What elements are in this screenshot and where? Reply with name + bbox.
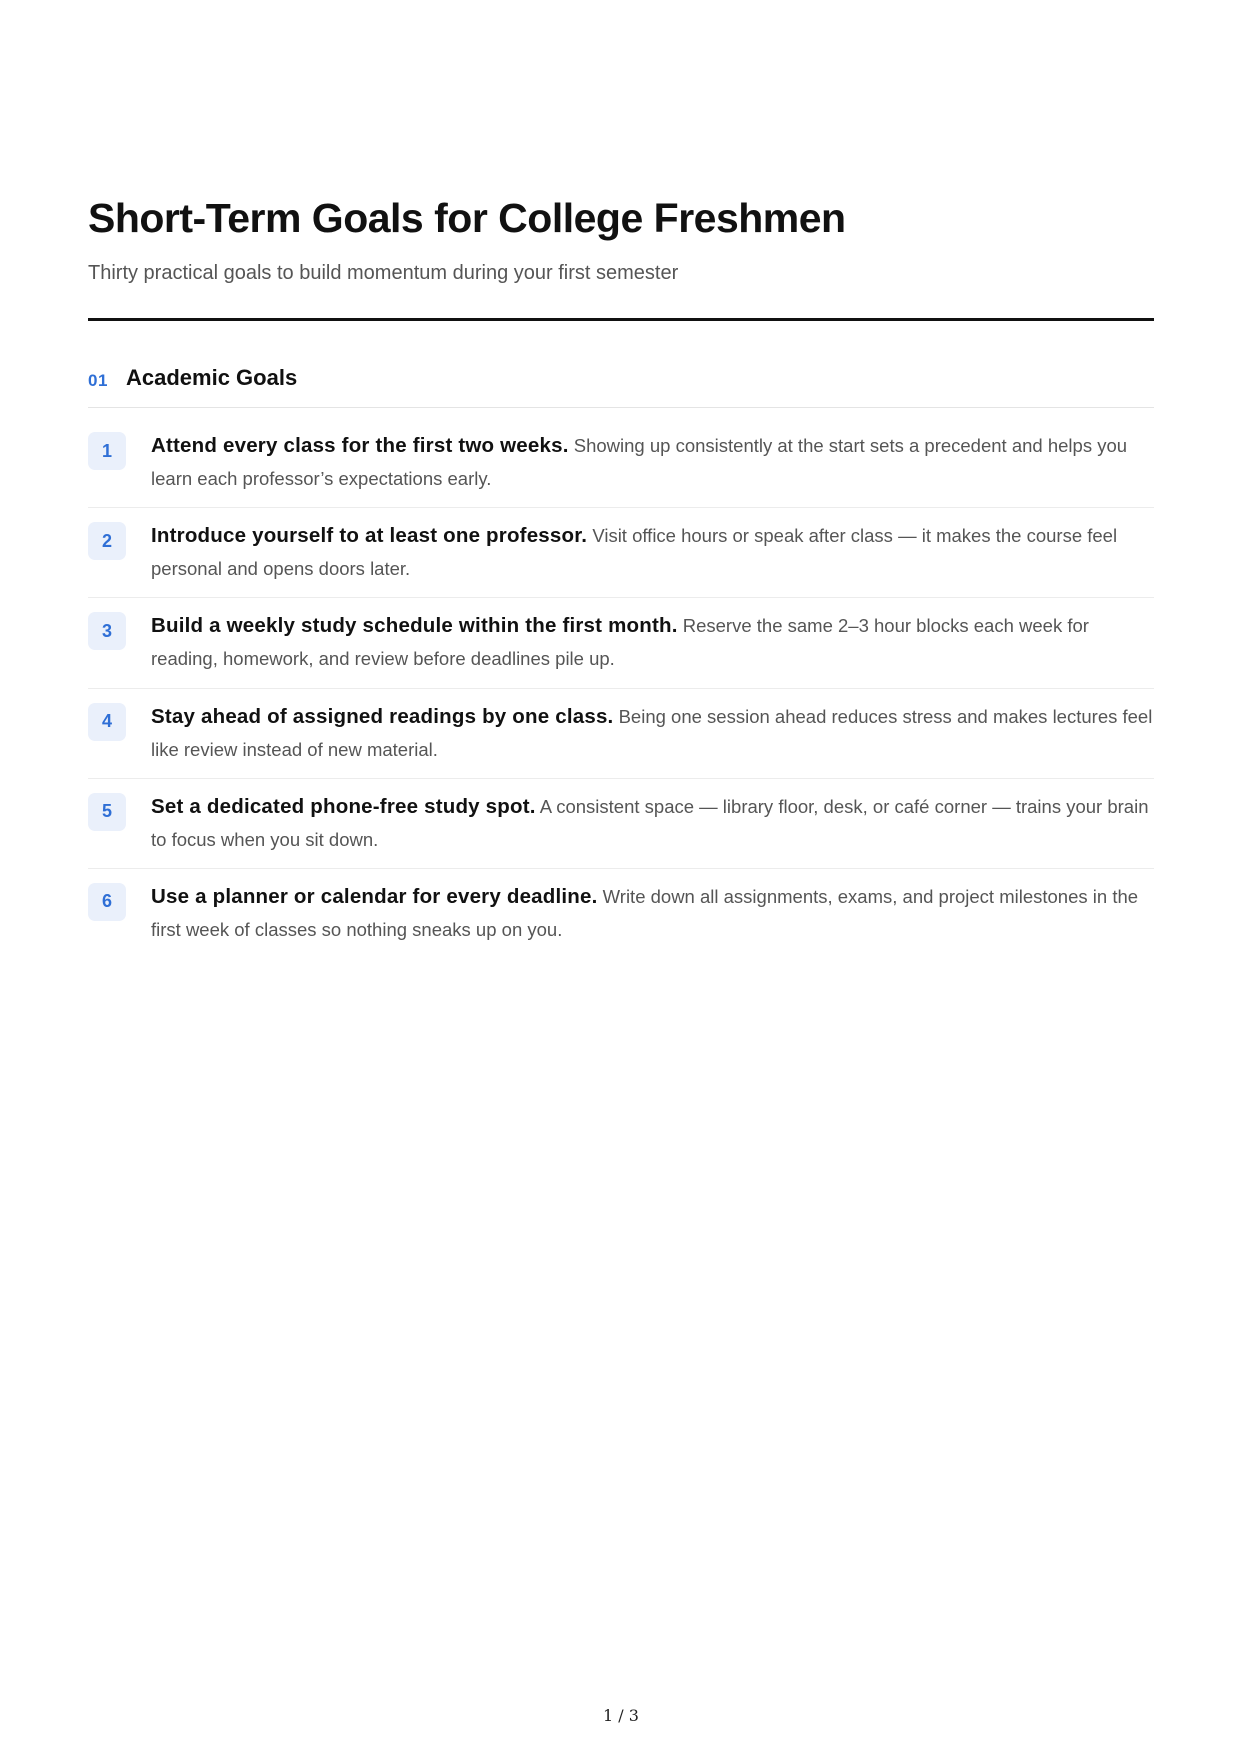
goal-item: [88, 418, 1154, 508]
goal-body: Reserve the same 2–3 hour blocks each week for reading, homework, and review before deadlines pile up.: [151, 615, 1089, 670]
section-header: [88, 362, 1154, 408]
goal-item: [88, 869, 1154, 959]
page-subtitle: Thirty practical goals to build momentum during your first semester: [88, 262, 679, 284]
goal-lead: Build a weekly study schedule within the first month.: [151, 614, 678, 638]
goal-body: Being one session ahead reduces stress and makes lectures feel like review instead of new material.: [151, 705, 1153, 760]
goal-item: [88, 779, 1154, 869]
goal-lead: Use a planner or calendar for every deadline.: [151, 884, 598, 908]
goal-text: [151, 519, 1154, 585]
goal-body: Visit office hours or speak after class — it makes the course feel personal and opens doors later.: [151, 525, 1118, 580]
goal-item: [88, 598, 1154, 688]
page-title: Short-Term Goals for College Freshmen: [88, 195, 846, 241]
section-number: 01: [88, 371, 108, 390]
section-title: Academic Goals: [126, 365, 298, 390]
goal-number-badge: 5: [88, 793, 126, 831]
title-divider: [88, 318, 1154, 321]
goal-text: [151, 429, 1154, 495]
goal-body: Showing up consistently at the start sets a precedent and helps you learn each professor’s expectations early.: [151, 435, 1128, 489]
goal-lead: Introduce yourself to at least one professor.: [151, 524, 588, 548]
goal-body: A consistent space — library floor, desk, or café corner — trains your brain to focus when you sit down.: [151, 795, 1149, 850]
goal-body: Write down all assignments, exams, and project milestones in the first week of classes so nothing sneaks up on you.: [151, 885, 1139, 940]
goal-list: [88, 418, 1154, 959]
goal-lead: Stay ahead of assigned readings by one class.: [151, 704, 614, 728]
goal-number-badge: 1: [88, 432, 126, 470]
goal-lead: Set a dedicated phone-free study spot.: [151, 794, 536, 818]
goal-number-badge: 2: [88, 522, 126, 560]
goal-lead: Attend every class for the first two weeks.: [151, 434, 569, 457]
page-number: 1 / 3: [603, 1706, 639, 1725]
goal-text: [151, 700, 1154, 766]
goal-text: [151, 880, 1154, 946]
goal-number-badge: 6: [88, 883, 126, 921]
goal-item: [88, 508, 1154, 598]
goal-text: [151, 609, 1154, 675]
goal-text: [151, 790, 1154, 856]
goal-number-badge: 3: [88, 612, 126, 650]
goal-item: [88, 689, 1154, 779]
goal-number-badge: 4: [88, 703, 126, 741]
